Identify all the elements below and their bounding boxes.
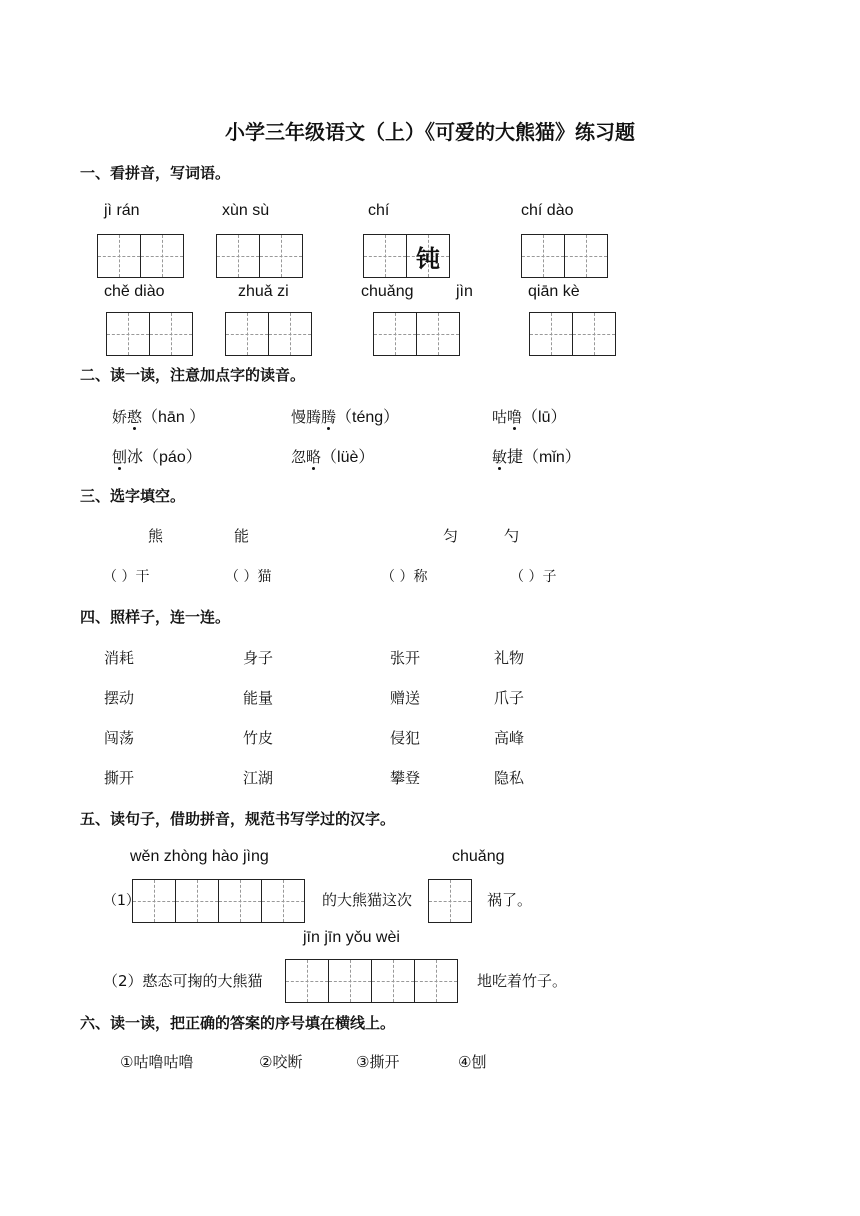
grid-cell[interactable] [285, 959, 329, 1003]
grid-cell[interactable] [216, 234, 260, 278]
match-word[interactable]: 竹皮 [243, 729, 274, 747]
grid-cell[interactable] [416, 312, 460, 356]
choice-char: 熊 [148, 527, 164, 545]
sentence-text: （2）憨态可掬的大熊猫 [103, 972, 263, 990]
section-1-heading: 一、看拼音，写词语。 [80, 164, 231, 182]
grid-cell[interactable] [572, 312, 616, 356]
pinyin-label: zhuǎ zi [238, 283, 289, 300]
grid-cell[interactable] [521, 234, 565, 278]
choice-char: 匀 [443, 527, 459, 545]
answer-option: ④刨 [458, 1053, 487, 1071]
fill-blank[interactable]: （ ）干 [103, 569, 150, 585]
pinyin-label: xùn sù [222, 202, 270, 219]
reading-item: 敏捷（mǐn） [492, 448, 581, 466]
reading-item: 慢腾腾（téng） [291, 408, 400, 426]
match-word[interactable]: 侵犯 [390, 729, 421, 747]
grid-cell[interactable] [106, 312, 150, 356]
sentence-text: 地吃着竹子。 [477, 972, 568, 990]
match-word[interactable]: 爪子 [494, 689, 525, 707]
page-title: 小学三年级语文（上）《可爱的大熊猫》练习题 [225, 120, 635, 144]
section-5-heading: 五、读句子，借助拼音，规范书写学过的汉字。 [80, 810, 396, 828]
writing-grid[interactable] [428, 879, 472, 923]
match-word[interactable]: 高峰 [494, 729, 525, 747]
match-word[interactable]: 攀登 [390, 769, 421, 787]
grid-cell[interactable] [149, 312, 193, 356]
reading-item: 娇憨（hān ） [112, 408, 206, 426]
grid-cell[interactable] [414, 959, 458, 1003]
writing-grid[interactable] [106, 312, 193, 356]
writing-grid[interactable] [521, 234, 608, 278]
writing-grid[interactable] [285, 959, 458, 1003]
grid-cell[interactable] [564, 234, 608, 278]
grid-cell[interactable] [140, 234, 184, 278]
grid-cell[interactable] [371, 959, 415, 1003]
grid-cell[interactable] [259, 234, 303, 278]
fill-blank[interactable]: （ ）子 [510, 569, 557, 585]
grid-cell[interactable] [132, 879, 176, 923]
pinyin-label: chuǎng [361, 283, 414, 300]
grid-cell[interactable] [373, 312, 417, 356]
grid-cell[interactable] [225, 312, 269, 356]
pinyin-label: chuǎng [452, 848, 505, 865]
pinyin-label: chě diào [104, 283, 165, 300]
answer-option: ③撕开 [356, 1053, 400, 1071]
match-word[interactable]: 能量 [243, 689, 274, 707]
pinyin-label: wěn zhòng hào jìng [130, 848, 269, 865]
answer-option: ①咕噜咕噜 [120, 1053, 194, 1071]
reading-item: 咕噜（lū） [492, 408, 567, 426]
writing-grid[interactable] [373, 312, 460, 356]
grid-cell-prefilled [406, 234, 450, 278]
sentence-number: （1） [103, 893, 140, 909]
match-word[interactable]: 隐私 [494, 769, 525, 787]
match-word[interactable]: 张开 [390, 649, 421, 667]
match-word[interactable]: 礼物 [494, 649, 525, 667]
pinyin-label: chí dào [521, 202, 574, 219]
grid-cell[interactable] [175, 879, 219, 923]
grid-cell[interactable] [363, 234, 407, 278]
pinyin-label: qiān kè [528, 283, 580, 300]
fill-blank[interactable]: （ ）猫 [225, 569, 272, 585]
sentence-text: 的大熊猫这次 [322, 891, 413, 909]
match-word[interactable]: 消耗 [104, 649, 135, 667]
grid-cell[interactable] [529, 312, 573, 356]
section-4-heading: 四、照样子，连一连。 [80, 608, 231, 626]
match-word[interactable]: 闯荡 [104, 729, 135, 747]
writing-grid[interactable] [363, 234, 450, 278]
pinyin-label: chí [368, 202, 390, 219]
grid-cell[interactable] [268, 312, 312, 356]
prefilled-char: 钝 [416, 243, 440, 273]
match-word[interactable]: 摆动 [104, 689, 135, 707]
match-word[interactable]: 赠送 [390, 689, 421, 707]
sentence-text: 祸了。 [487, 891, 533, 909]
writing-grid[interactable] [97, 234, 184, 278]
reading-item: 刨冰（páo） [112, 448, 202, 466]
grid-cell[interactable] [97, 234, 141, 278]
grid-cell[interactable] [218, 879, 262, 923]
writing-grid[interactable] [216, 234, 303, 278]
section-6-heading: 六、读一读，把正确的答案的序号填在横线上。 [80, 1014, 396, 1032]
reading-item: 忽略（lüè） [291, 448, 375, 466]
section-3-heading: 三、选字填空。 [80, 487, 186, 505]
pinyin-label: jīn jīn yǒu wèi [303, 929, 400, 946]
match-word[interactable]: 身子 [243, 649, 274, 667]
section-2-heading: 二、读一读，注意加点字的读音。 [80, 366, 306, 384]
writing-grid[interactable] [225, 312, 312, 356]
grid-cell[interactable] [261, 879, 305, 923]
answer-option: ②咬断 [259, 1053, 303, 1071]
pinyin-label: jì rán [104, 202, 140, 219]
writing-grid[interactable] [529, 312, 616, 356]
match-word[interactable]: 撕开 [104, 769, 135, 787]
choice-char: 勺 [504, 527, 520, 545]
grid-cell[interactable] [428, 879, 472, 923]
match-word[interactable]: 江湖 [243, 769, 274, 787]
writing-grid[interactable] [132, 879, 305, 923]
choice-char: 能 [234, 527, 250, 545]
fill-blank[interactable]: （ ）称 [381, 569, 428, 585]
grid-cell[interactable] [328, 959, 372, 1003]
pinyin-label: jìn [456, 283, 473, 300]
